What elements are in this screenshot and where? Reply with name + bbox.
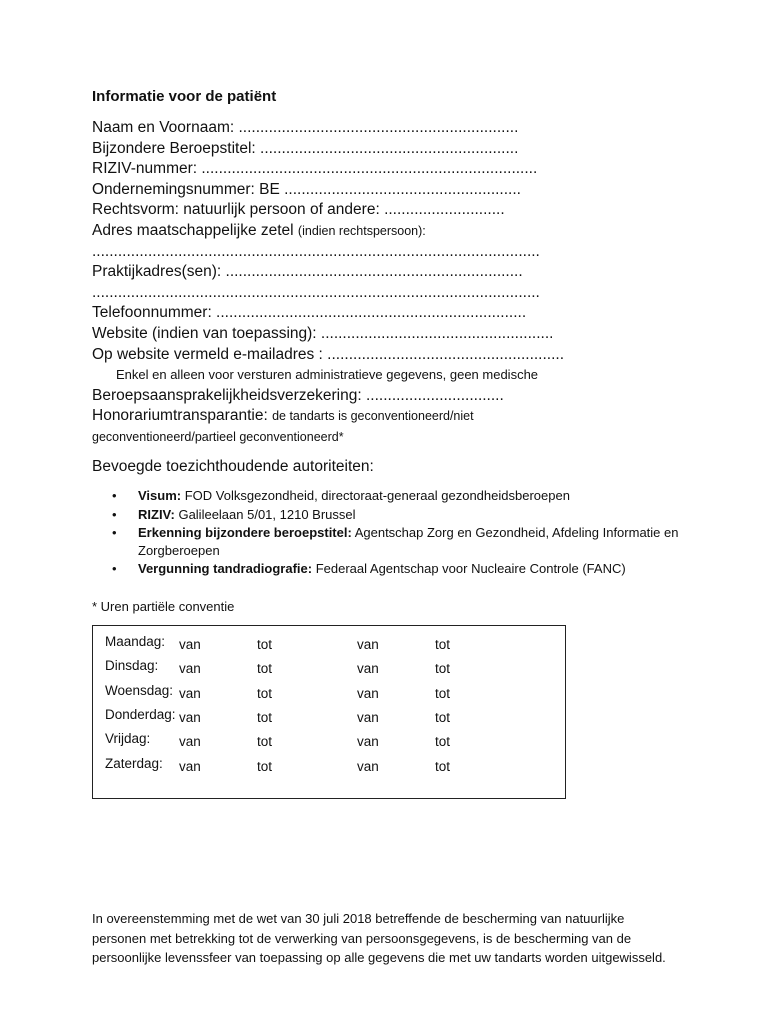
- document-title: Informatie voor de patiënt: [92, 88, 277, 105]
- field-line: [92, 139, 572, 160]
- from-label: van: [357, 685, 379, 701]
- info-fields: [92, 118, 572, 448]
- authorities-heading: Bevoegde toezichthoudende autoriteiten:: [92, 458, 374, 475]
- from-label: van: [357, 758, 379, 774]
- field-text: Rechtsvorm: natuurlijk persoon of andere: ............................: [92, 201, 505, 219]
- to-label: tot: [257, 661, 273, 677]
- from-label: van: [357, 637, 379, 652]
- authority-label: Visum:: [138, 488, 182, 503]
- to-label: tot: [257, 637, 273, 652]
- field-note: geconventioneerd/partieel geconventioneerd*: [92, 429, 344, 444]
- from-label: van: [179, 685, 201, 701]
- from-label: van: [357, 734, 379, 750]
- hours-row: [93, 756, 565, 780]
- weekday-label: Woensdag:: [105, 682, 174, 698]
- from-label: van: [179, 758, 201, 774]
- weekday-label: Dinsdag:: [105, 658, 159, 674]
- to-label: tot: [257, 734, 273, 750]
- field-text: Beroepsaansprakelijkheidsverzekering: ................................: [92, 386, 504, 404]
- field-text: RIZIV-nummer: ..............................................................................: [92, 160, 538, 178]
- authority-text: FOD Volksgezondheid, directoraat-generaal gezondheidsberoepen: [181, 488, 570, 503]
- field-line: [92, 427, 572, 448]
- privacy-notice: In overeenstemming met de wet van 30 juli 2018 betreffende de bescherming van natuurlijke personen met betrekking tot de verwerking van persoonsgegevens, is de bescherming van de persoonlijke levenssfeer van toepassing op alle gegevens die met uw tandarts worden uitgewisseld.: [92, 911, 666, 965]
- field-text: Enkel en alleen voor versturen administratieve gegevens, geen medische: [116, 367, 539, 383]
- field-line: [92, 386, 572, 407]
- to-label: tot: [435, 685, 451, 701]
- field-text: Telefoonnummer: ........................................................................: [92, 304, 527, 322]
- hours-table: [92, 625, 566, 799]
- field-line: [92, 262, 572, 283]
- field-line: [92, 159, 572, 180]
- weekday-label: Vrijdag:: [105, 731, 151, 747]
- field-line: [92, 365, 572, 386]
- field-text: ........................................................................................................: [92, 242, 540, 260]
- authority-item: [112, 506, 692, 524]
- authority-text: Galileelaan 5/01, 1210 Brussel: [174, 506, 356, 522]
- hours-row: [93, 658, 565, 682]
- authority-item: [112, 560, 692, 578]
- to-label: tot: [435, 709, 451, 725]
- field-text: ........................................................................................................: [92, 283, 540, 301]
- weekday-label: Maandag:: [105, 634, 166, 649]
- field-line: [92, 324, 572, 345]
- authority-label: Erkenning bijzondere beroepstitel:: [138, 525, 352, 540]
- field-line: [92, 303, 572, 324]
- authority-item: [112, 487, 692, 505]
- to-label: tot: [257, 758, 273, 774]
- to-label: tot: [257, 709, 273, 725]
- field-text: Ondernemingsnummer: BE .......................................................: [92, 180, 521, 198]
- field-text: Op website vermeld e-mailadres : .......................................................: [92, 345, 565, 363]
- authority-label: Vergunning tandradiografie:: [138, 561, 313, 576]
- field-text: Bijzondere Beroepstitel: ............................................................: [92, 139, 519, 157]
- hours-row: [93, 731, 565, 755]
- field-text: Naam en Voornaam: .................................................................: [92, 119, 519, 136]
- field-line: [92, 406, 572, 427]
- to-label: tot: [435, 637, 451, 652]
- to-label: tot: [435, 734, 451, 750]
- from-label: van: [179, 734, 201, 750]
- field-line: [92, 283, 572, 304]
- authorities-list: [112, 487, 692, 579]
- bullet-icon: •: [112, 525, 117, 540]
- field-line: [92, 180, 572, 201]
- bullet-icon: •: [112, 506, 117, 522]
- authority-item: [112, 524, 692, 559]
- bullet-icon: •: [112, 561, 117, 576]
- field-note: de tandarts is geconventioneerd/niet: [272, 409, 474, 424]
- to-label: tot: [435, 661, 451, 677]
- hours-row: [93, 707, 565, 731]
- field-text: Honorariumtransparantie:: [92, 407, 273, 425]
- partial-convention-footnote: * Uren partiële conventie: [92, 599, 235, 614]
- from-label: van: [179, 637, 201, 652]
- bullet-icon: •: [112, 488, 117, 503]
- authority-label: RIZIV:: [138, 506, 175, 522]
- hours-row: [93, 683, 565, 707]
- from-label: van: [179, 709, 201, 725]
- field-text: Praktijkadres(sen): .....................................................................: [92, 263, 523, 281]
- from-label: van: [179, 661, 201, 677]
- from-label: van: [357, 661, 379, 677]
- field-line: [92, 200, 572, 221]
- field-line: [92, 221, 572, 242]
- weekday-label: Zaterdag:: [105, 755, 163, 771]
- field-text: Website (indien van toepassing): ......................................................: [92, 324, 554, 342]
- authority-text: Agentschap Zorg en Gezondheid, Afdeling Informatie en Zorgberoepen: [138, 525, 679, 558]
- from-label: van: [357, 709, 379, 725]
- to-label: tot: [257, 685, 273, 701]
- field-line: [92, 118, 572, 139]
- field-line: [92, 345, 572, 366]
- weekday-label: Donderdag:: [105, 706, 176, 722]
- to-label: tot: [435, 758, 451, 774]
- field-note: (indien rechtspersoon):: [297, 223, 426, 238]
- field-line: [92, 242, 572, 263]
- hours-row: [93, 634, 565, 658]
- field-text: Adres maatschappelijke zetel: [92, 221, 298, 239]
- authority-text: Federaal Agentschap voor Nucleaire Controle (FANC): [312, 561, 626, 576]
